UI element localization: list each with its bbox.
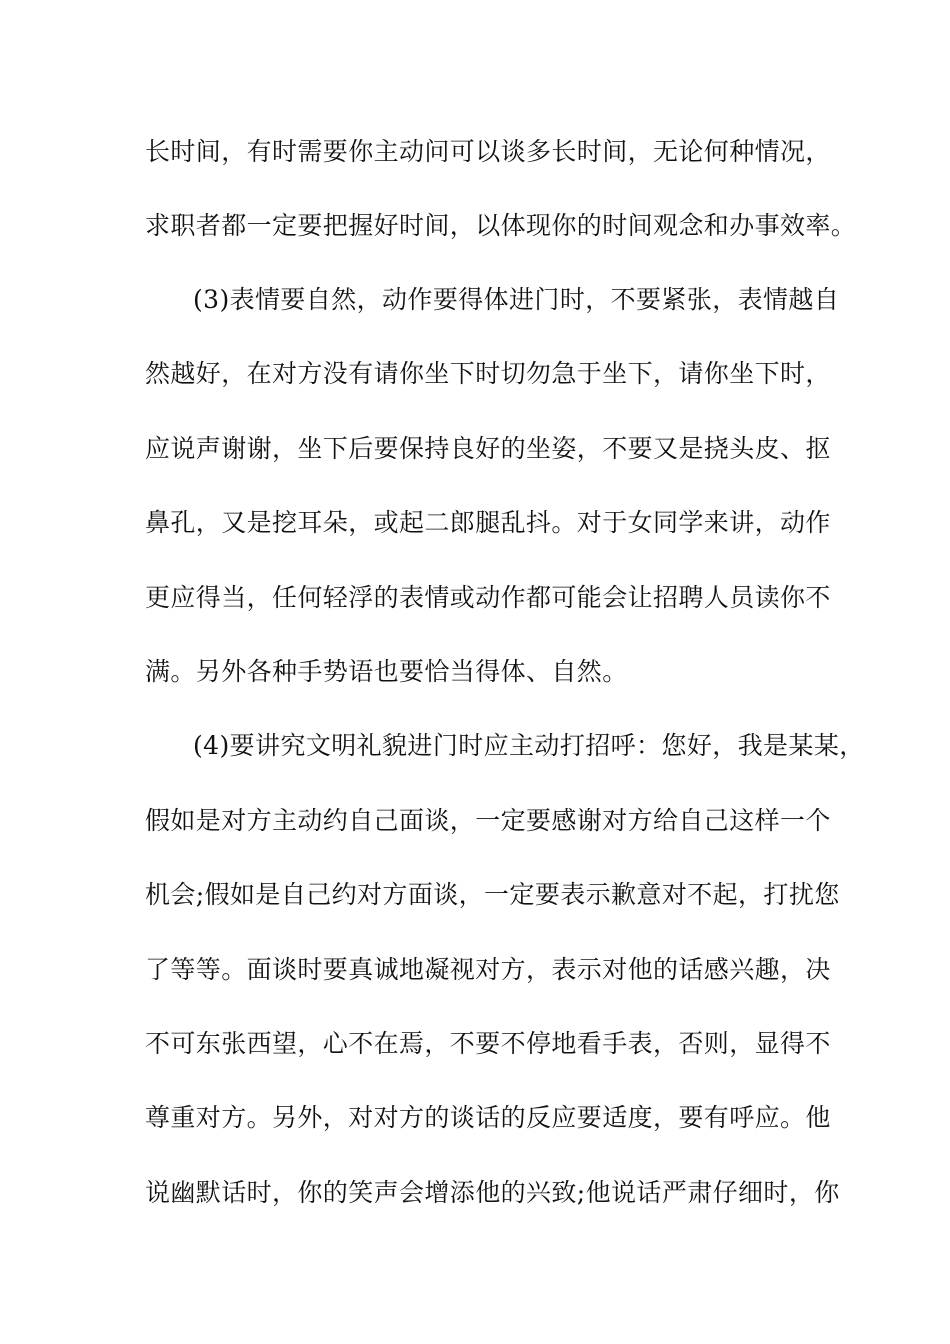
text-line: 应说声谢谢，坐下后要保持良好的坐姿，不要又是挠头皮、抠	[145, 434, 831, 463]
text-line: 求职者都一定要把握好时间，以体现你的时间观念和办事效率。	[145, 211, 857, 240]
paragraph-3-first-line: (3)表情要自然，动作要得体进门时，不要紧张，表情越自	[193, 285, 840, 314]
text-line: 长时间，有时需要你主动问可以谈多长时间，无论何种情况，	[145, 137, 831, 166]
text-line: 满。另外各种手势语也要恰当得体、自然。	[145, 657, 628, 686]
text-line: 说幽默话时，你的笑声会增添他的兴致;他说话严肃仔细时，你	[145, 1178, 840, 1207]
text-line: 假如是对方主动约自己面谈，一定要感谢对方给自己这样一个	[145, 806, 831, 835]
text-line: 然越好，在对方没有请你坐下时切勿急于坐下，请你坐下时，	[145, 359, 831, 388]
text-line: 鼻孔，又是挖耳朵，或起二郎腿乱抖。对于女同学来讲，动作	[145, 508, 831, 537]
text-line: 更应得当，任何轻浮的表情或动作都可能会让招聘人员读你不	[145, 583, 831, 612]
text-line: 尊重对方。另外，对对方的谈话的反应要适度，要有呼应。他	[145, 1103, 831, 1132]
text-line: 不可东张西望，心不在焉，不要不停地看手表，否则，显得不	[145, 1029, 831, 1058]
paragraph-4-first-line: (4)要讲究文明礼貌进门时应主动打招呼：您好，我是某某，	[193, 731, 865, 760]
text-line: 了等等。面谈时要真诚地凝视对方，表示对他的话感兴趣，决	[145, 955, 831, 984]
text-line: 机会;假如是自己约对方面谈，一定要表示歉意对不起，打扰您	[145, 880, 840, 909]
